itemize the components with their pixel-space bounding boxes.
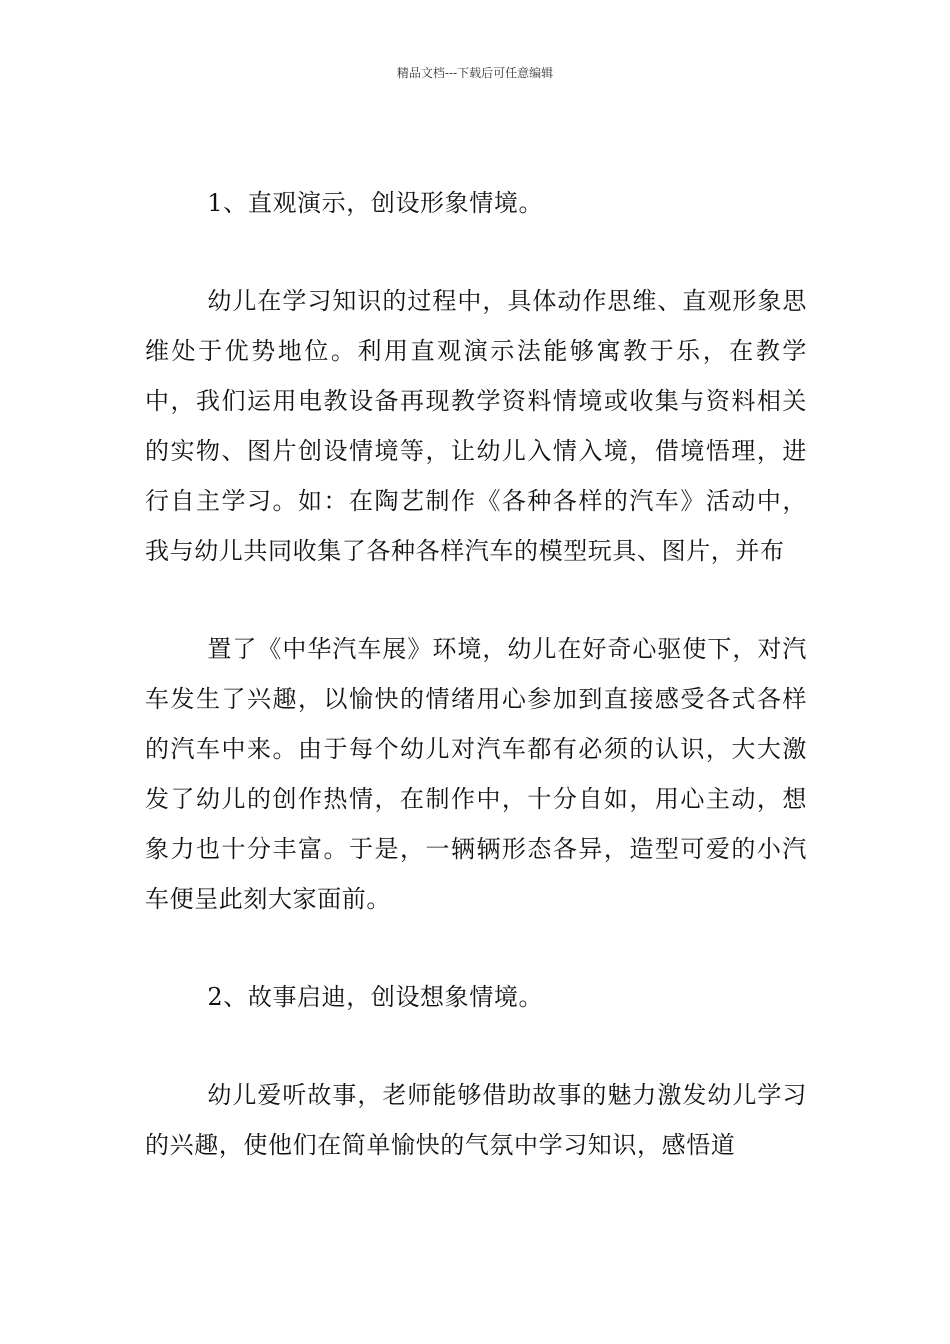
paragraph-gap [145,1022,807,1070]
page-header: 精品文档---下载后可任意编辑 [396,66,554,80]
paragraph-3: 幼儿爱听故事，老师能够借助故事的魅力激发幼儿学习的兴趣，使他们在简单愉快的气氛中学习知识，感悟道 [145,1081,807,1159]
paragraph-2: 置了《中华汽车展》环境，幼儿在好奇心驱使下，对汽车发生了兴趣，以愉快的情绪用心参加到直接感受各式各样的汽车中来。由于每个幼儿对汽车都有必须的认识，大大激发了幼儿的创作热情，在制作中，十分自如，用心主动，想象力也十分丰富。于是，一辆辆形态各异，造型可爱的小汽车便呈此刻大家面前。 [145,635,807,913]
paragraph-gap [145,576,807,624]
paragraph-gap [145,924,807,972]
paragraph-1: 幼儿在学习知识的过程中，具体动作思维、直观形象思维处于优势地位。利用直观演示法能够寓教于乐，在教学中，我们运用电教设备再现教学资料情境或收集与资料相关的实物、图片创设情境等，让幼儿入情入境，借境悟理，进行自主学习。如：在陶艺制作《各种各样的汽车》活动中，我与幼儿共同收集了各种各样汽车的模型玩具、图片，并布 [145,287,807,565]
section-heading-1: 1、直观演示，创设形象情境。 [207,189,544,217]
document-body [145,178,807,1170]
paragraph-gap [145,228,807,276]
section-heading-2: 2、故事启迪，创设想象情境。 [207,983,544,1011]
